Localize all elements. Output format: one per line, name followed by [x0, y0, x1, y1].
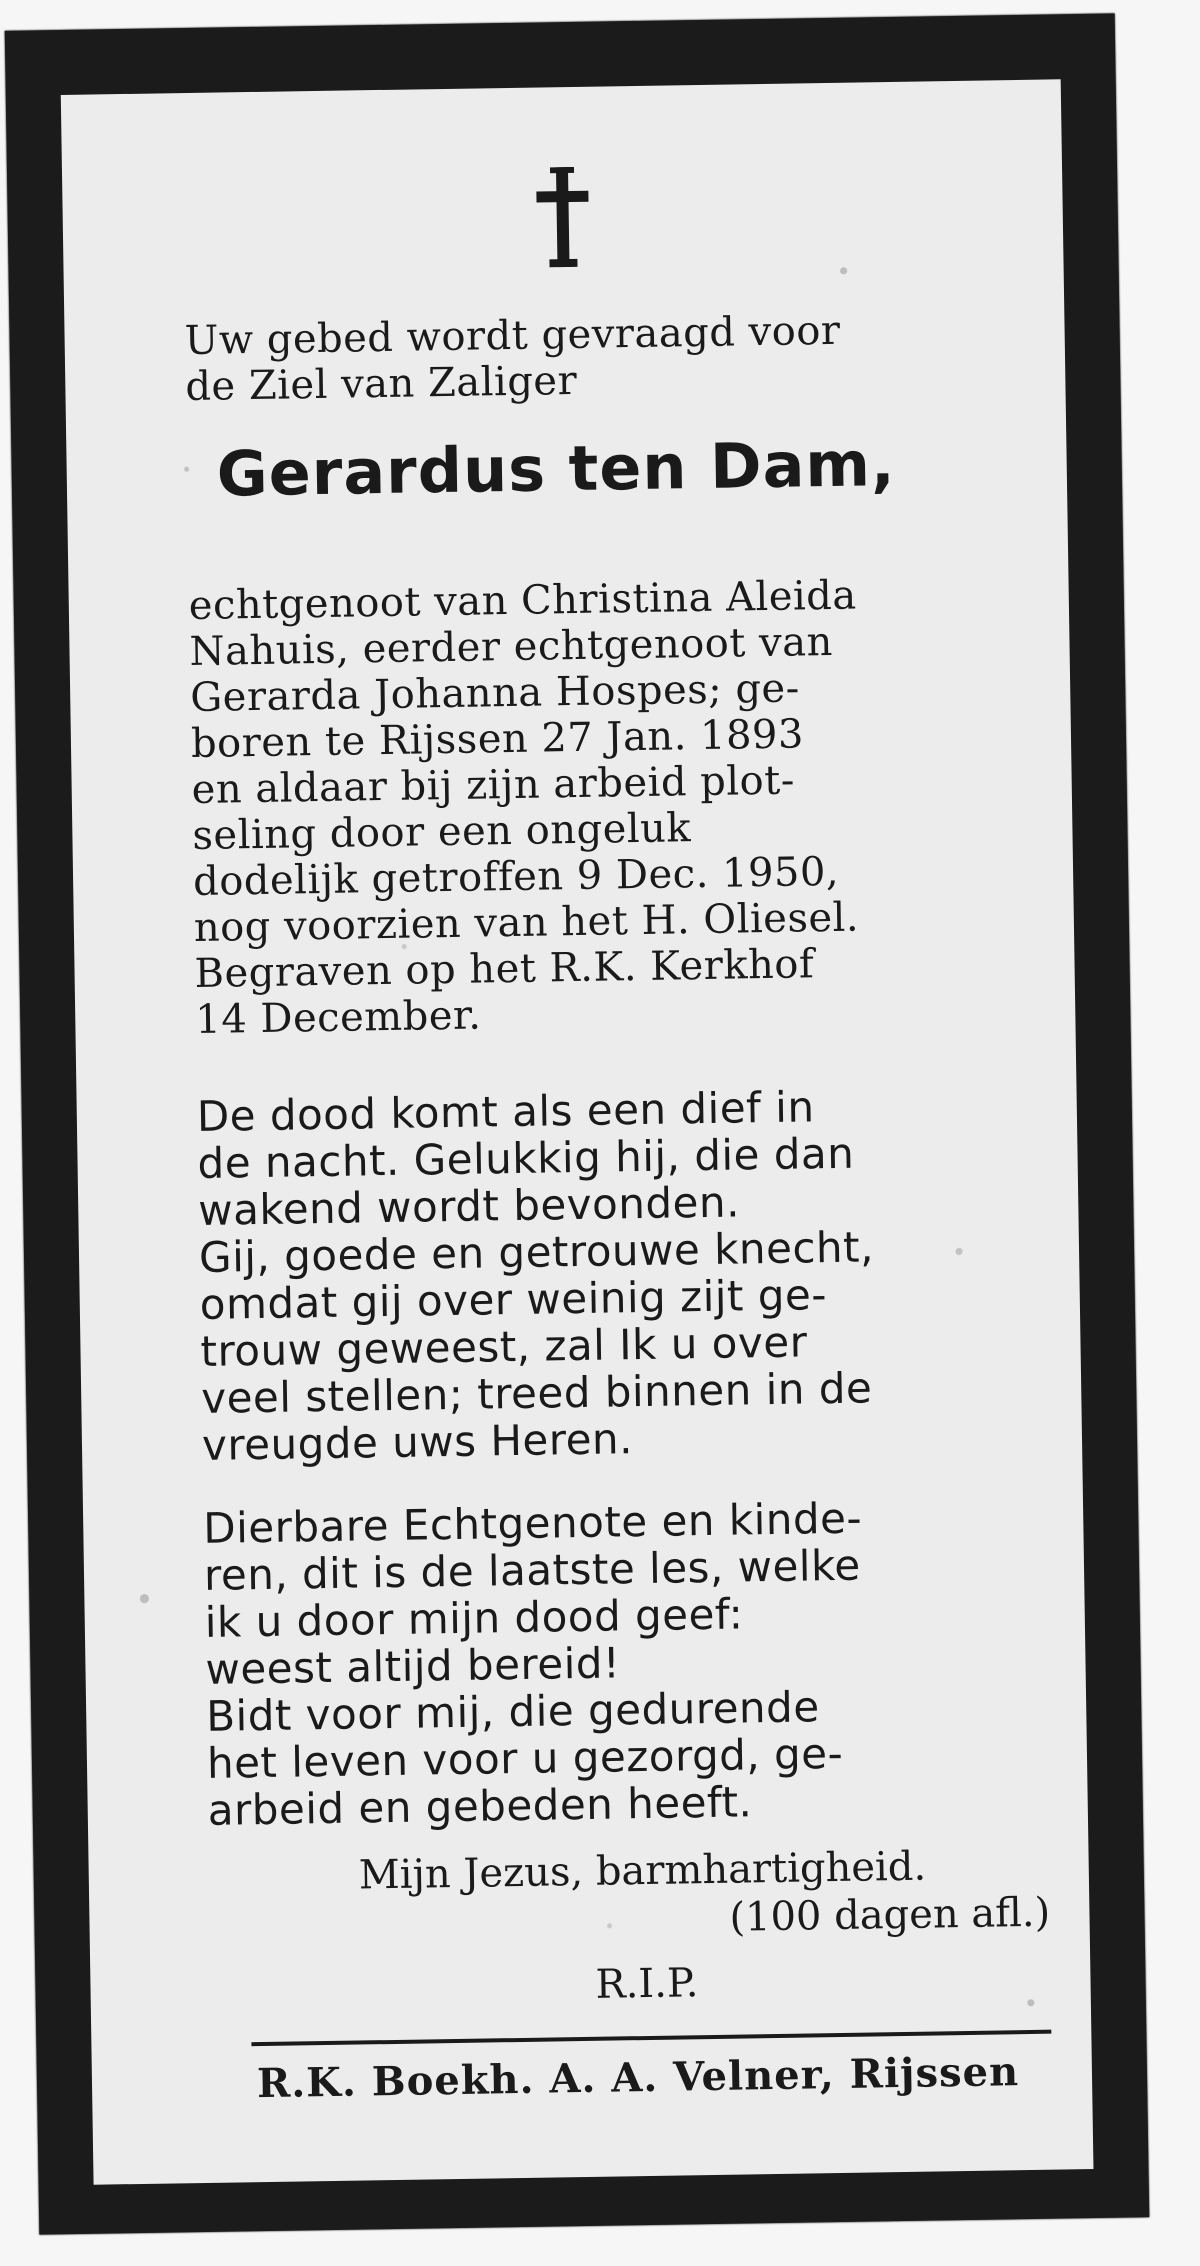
scripture-line: Gij, goede en getrouwe knecht,: [198, 1222, 875, 1282]
latin-cross-icon: [532, 167, 594, 268]
farewell-line: het leven voor u gezorgd, ge-: [206, 1728, 844, 1788]
farewell-line: weest altijd bereid!: [205, 1638, 621, 1694]
scripture-line: wakend wordt bevonden.: [197, 1177, 741, 1235]
bio-line: nog voorzien van het H. Oliesel.: [193, 894, 860, 951]
deceased-name: Gerardus ten Dam,: [216, 426, 897, 511]
intro-line: de Ziel van Zaliger: [185, 357, 578, 411]
scripture-line: veel stellen; treed binnen in de: [200, 1363, 873, 1423]
prayer-request: [184, 305, 1005, 410]
card-inner-panel: [61, 79, 1094, 2184]
bio-line: en aldaar bij zijn arbeid plot-: [191, 757, 796, 814]
rip-text: R.I.P.: [595, 1960, 699, 2008]
farewell-line: ik u door mijn dood geef:: [204, 1589, 744, 1647]
farewell-line: ren, dit is de laatste les, welke: [203, 1540, 862, 1600]
farewell-line: arbeid en gebeden heeft.: [207, 1777, 753, 1835]
bio-line: Nahuis, eerder echtgenoot van: [189, 618, 834, 676]
scripture-line: De dood komt als een dief in: [196, 1082, 815, 1141]
farewell-line: Dierbare Echtgenote en kinde-: [202, 1493, 863, 1553]
scripture-line: de nacht. Gelukkig hij, die dan: [197, 1128, 855, 1188]
bio-line: 14 December.: [194, 992, 482, 1043]
farewell-message: [203, 1492, 1028, 1834]
bio-line: dodelijk getroffen 9 Dec. 1950,: [192, 848, 840, 905]
closing-prayer: Mijn Jezus, barmhartigheid.: [358, 1843, 927, 1899]
scripture-line: trouw geweest, zal Ik u over: [200, 1317, 808, 1376]
farewell-line: Bidt voor mij, die gedurende: [205, 1682, 820, 1741]
scripture-line: vreugde uws Heren.: [201, 1414, 634, 1470]
bio-line: seling door een ongeluk: [192, 805, 692, 860]
indulgence-note: (100 dagen afl.): [729, 1889, 1051, 1941]
bio-line: boren te Rijssen 27 Jan. 1893: [190, 711, 805, 768]
printer-credit: R.K. Boekh. A. A. Velner, Rijssen: [256, 2048, 1020, 2108]
bio-line: Begraven op het R.K. Kerkhof: [194, 941, 815, 997]
scripture-passage: [196, 1080, 1022, 1469]
scripture-line: omdat gij over weinig zijt ge-: [199, 1270, 828, 1329]
intro-line: Uw gebed wordt gevraagd voor: [184, 307, 841, 365]
divider-line: [251, 2030, 1051, 2047]
memorial-card: [5, 13, 1149, 2234]
bio-line: Gerarda Johanna Hospes; ge-: [189, 665, 801, 722]
biography: [188, 570, 1015, 1043]
bio-line: echtgenoot van Christina Aleida: [188, 572, 858, 630]
